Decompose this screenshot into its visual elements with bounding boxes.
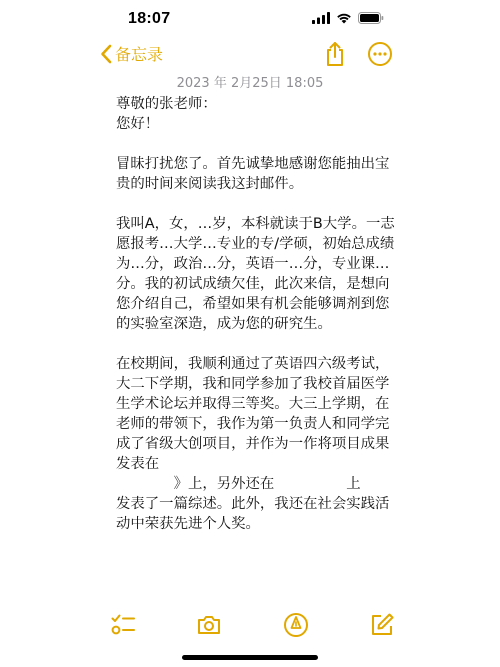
battery-icon [358,12,384,24]
markup-button[interactable] [283,612,309,638]
camera-button[interactable] [196,612,222,638]
share-icon [322,40,348,68]
note-paragraph-greeting: 尊敬的张老师： 您好！ [116,96,217,132]
cellular-signal-icon [312,12,330,24]
back-button[interactable] [100,42,163,65]
status-bar [0,0,500,38]
ellipsis-circle-icon [367,41,393,67]
nav-bar [0,38,500,70]
back-label: 备忘录 [115,45,164,64]
status-icons [312,12,384,24]
checklist-icon [110,612,136,638]
camera-icon [196,612,222,638]
status-time: 18:07 [128,10,171,27]
checklist-button[interactable] [110,612,136,638]
note-paragraph-intro: 冒昧打扰您了。首先诚挚地感谢您能抽出宝贵的时间来阅读我这封邮件。 [116,156,390,192]
compose-button[interactable] [369,612,395,638]
share-button[interactable] [322,40,348,68]
pen-tip-icon [283,612,309,638]
note-paragraph-achievements: 在校期间，我顺利通过了英语四六级考试，大二下学期，我和同学参加了我校首届医学生学术论坛并取得三等奖。大三上学期，在老师的带领下，我作为第一负责人和同学完成了省级大创项目，并作为一作将项目成果发表在 》上，另外还在 上 发表了一篇综述。此外，我还在社会实践活动中荣获先进个人奖。 [116,356,390,532]
note-body[interactable] [116,94,401,534]
note-date: 2023 年 2月25日 18:05 [176,76,324,91]
note-paragraph-background: 我叫A，女，…岁，本科就读于B大学。一志愿报考…大学…专业的专/学硕，初始总成绩为…分，政治…分，英语一…分，专业课…分。我的初试成绩欠佳，此次来信，是想向您介绍自己，希望如果有机会能够调剂到您的实验室深造，成为您的研究生。 [116,216,395,332]
chevron-left-icon [100,44,112,64]
bottom-toolbar [0,610,500,640]
wifi-icon [336,12,352,24]
home-indicator [182,655,318,660]
more-button[interactable] [367,41,393,67]
compose-icon [369,612,395,638]
